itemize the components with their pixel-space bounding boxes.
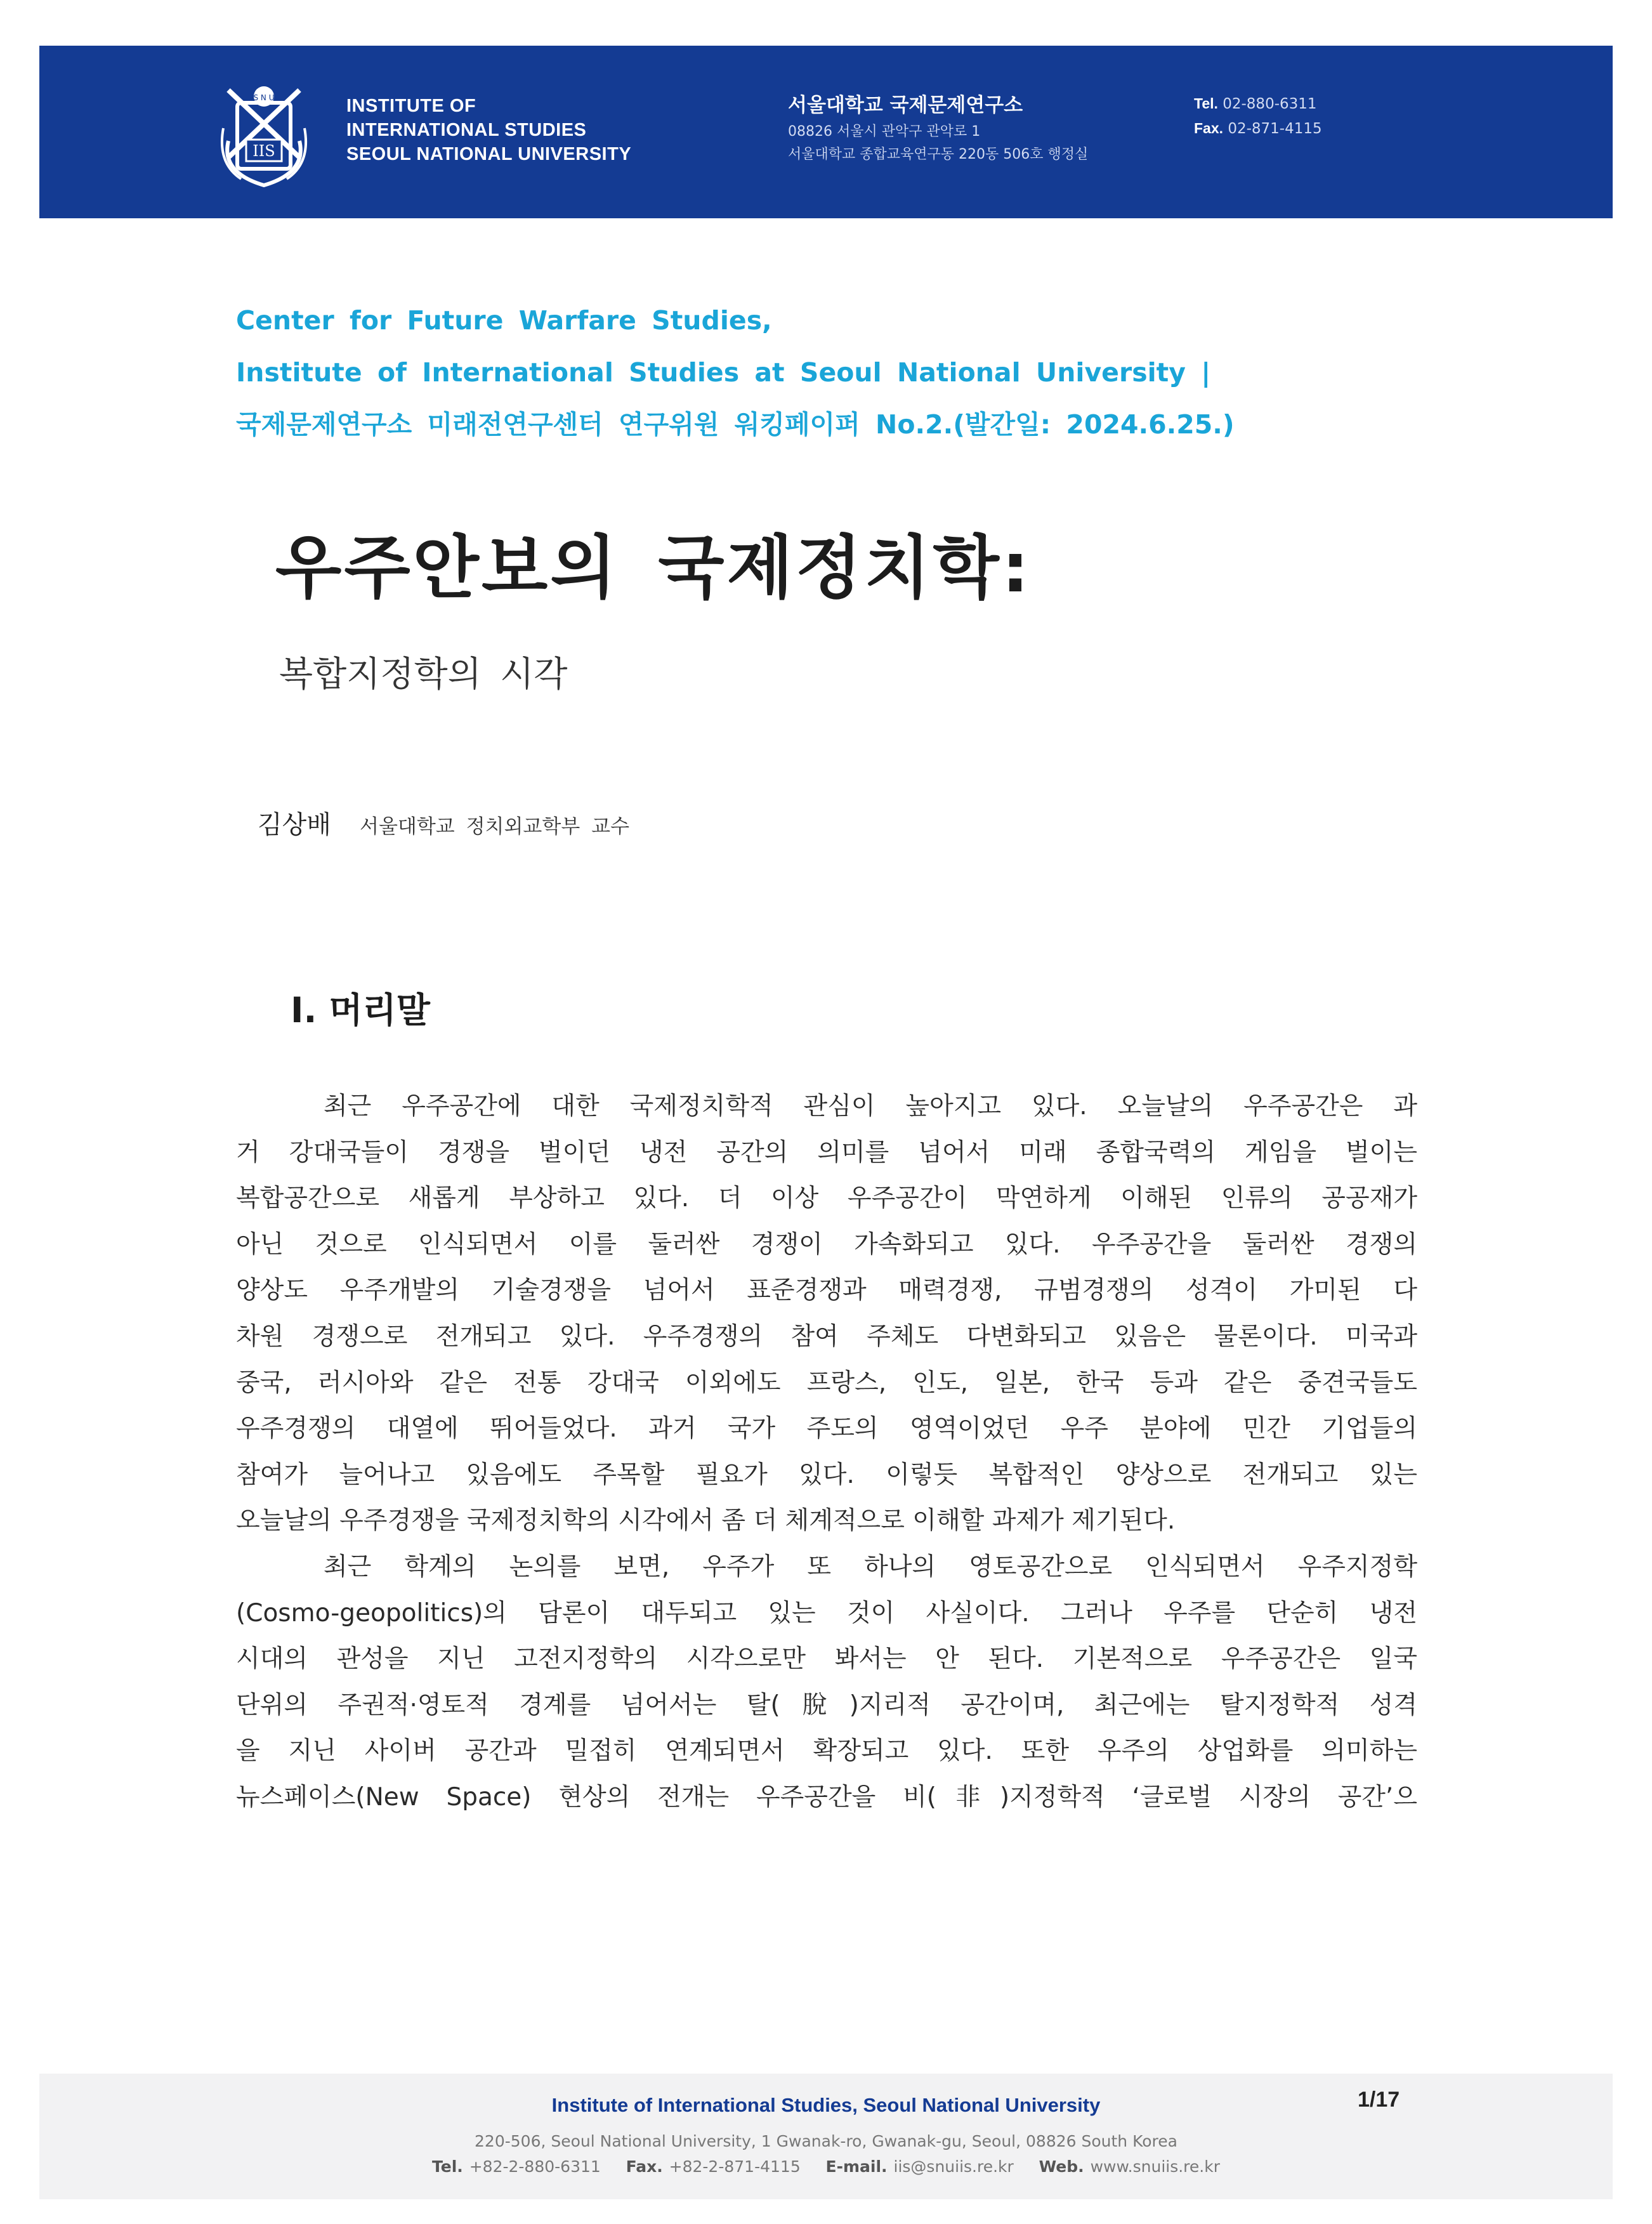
footer-address: 220-506, Seoul National University, 1 Gwanak-ro, Gwanak-gu, Seoul, 08826 South Korea [475, 2132, 1177, 2150]
header-contact [1194, 91, 1322, 141]
institute-name-kr: 서울대학교 국제문제연구소 [788, 94, 1023, 117]
body-line: (Cosmo-geopolitics)의 담론이 대두되고 있는 것이 사실이다. 그러나 우주를 단순히 냉전 [236, 1598, 1417, 1628]
section-heading: Ⅰ. 머리말 [291, 990, 430, 1030]
body-line: 오늘날의 우주경쟁을 국제정치학의 시각에서 좀 더 체계적으로 이해할 과제가 제기된다. [236, 1506, 1176, 1536]
footer-fax: +82-2-871-4115 [669, 2157, 801, 2176]
institute-name-kr-block [788, 90, 1088, 166]
footer-tel-label: Tel. [432, 2157, 463, 2176]
body-line: 최근 학계의 논의를 보면, 우주가 또 하나의 영토공간으로 인식되면서 우주지정학 [324, 1552, 1417, 1581]
footer-web-label: Web. [1039, 2157, 1084, 2176]
footer-web[interactable]: www.snuiis.re.kr [1090, 2157, 1220, 2176]
fax-number: 02-871-4115 [1228, 121, 1322, 137]
body-line: 우주경쟁의 대열에 뛰어들었다. 과거 국가 주도의 영역이었던 우주 분야에 민간 기업들의 [236, 1414, 1417, 1444]
body-line: 양상도 우주개발의 기술경쟁을 넘어서 표준경쟁과 매력경쟁, 규범경쟁의 성격이 가미된 다 [236, 1276, 1417, 1305]
iis-emblem-icon [209, 77, 318, 190]
body-line: 거 강대국들이 경쟁을 벌이던 냉전 공간의 의미를 넘어서 미래 종합국력의 게임을 벌이는 [236, 1138, 1417, 1167]
body-line: 최근 우주공간에 대한 국제정치학적 관심이 높아지고 있다. 오늘날의 우주공간은 과 [324, 1092, 1417, 1121]
institute-en-line: INSTITUTE OF [346, 96, 476, 116]
footer-title: Institute of International Studies, Seoul National University [551, 2094, 1101, 2116]
institute-en-line: INTERNATIONAL STUDIES [346, 120, 587, 140]
paper-title: 우주안보의 국제정치학: [275, 529, 1032, 608]
body-line: 시대의 관성을 지닌 고전지정학의 시각으로만 봐서는 안 된다. 기본적으로 우주공간은 일국 [236, 1645, 1417, 1674]
footer-email-label: E-mail. [825, 2157, 888, 2176]
body-line: 을 지닌 사이버 공간과 밀접히 연계되면서 확장되고 있다. 또한 우주의 상업화를 의미하는 [236, 1737, 1417, 1766]
paper-subtitle: 복합지정학의 시각 [279, 654, 568, 694]
body-line: 아닌 것으로 인식되면서 이를 둘러싼 경쟁이 가속화되고 있다. 우주공간을 둘러싼 경쟁의 [236, 1230, 1417, 1259]
author-affiliation: 서울대학교 정치외교학부 교수 [360, 815, 630, 838]
page-header [39, 46, 1613, 218]
body-line: 중국, 러시아와 같은 전통 강대국 이외에도 프랑스, 인도, 일본, 한국 등과 같은 중견국들도 [236, 1368, 1417, 1397]
tel-label: Tel. [1194, 95, 1218, 112]
footer-fax-label: Fax. [626, 2157, 663, 2176]
author-line [258, 805, 629, 841]
body-text [236, 1084, 1417, 1821]
series-info [236, 294, 1235, 451]
author-name: 김상배 [258, 810, 331, 839]
page-footer [39, 2074, 1613, 2199]
address-line: 서울대학교 종합교육연구동 220동 506호 행정실 [788, 147, 1089, 162]
footer-contact [39, 2157, 1613, 2176]
body-line: 복합공간으로 새롭게 부상하고 있다. 더 이상 우주공간이 막연하게 이해된 인류의 공공재가 [236, 1184, 1417, 1213]
series-line: 국제문제연구소 미래전연구센터 연구위원 워킹페이퍼 No.2.(발간일: 2024.6.25.) [236, 409, 1235, 440]
body-line: 뉴스페이스(New Space) 현상의 전개는 우주공간을 비(非)지정학적 ‘글로벌 시장의 공간’으 [236, 1782, 1417, 1812]
body-line: 단위의 주권적·영토적 경계를 넘어서는 탈(脫)지리적 공간이며, 최근에는 탈지정학적 성격 [236, 1690, 1417, 1720]
emblem-iis-text: IIS [252, 142, 275, 160]
body-line: 차원 경쟁으로 전개되고 있다. 우주경쟁의 참여 주체도 다변화되고 있음은 물론이다. 미국과 [236, 1322, 1417, 1351]
series-line: Institute of International Studies at Seoul National University | [236, 357, 1211, 388]
address-line: 08826 서울시 관악구 관악로 1 [788, 124, 981, 140]
series-line: Center for Future Warfare Studies, [236, 305, 772, 336]
body-line: 참여가 늘어나고 있음에도 주목할 필요가 있다. 이렇듯 복합적인 양상으로 전개되고 있는 [236, 1460, 1417, 1489]
emblem-letters: S N U [253, 93, 275, 102]
footer-tel: +82-2-880-6311 [469, 2157, 601, 2176]
institute-name-en [346, 94, 631, 166]
page-number: 1/17 [1358, 2088, 1400, 2112]
institute-en-line: SEOUL NATIONAL UNIVERSITY [346, 144, 632, 164]
footer-email[interactable]: iis@snuiis.re.kr [893, 2157, 1014, 2176]
tel-number: 02-880-6311 [1223, 96, 1317, 112]
fax-label: Fax. [1194, 120, 1224, 136]
